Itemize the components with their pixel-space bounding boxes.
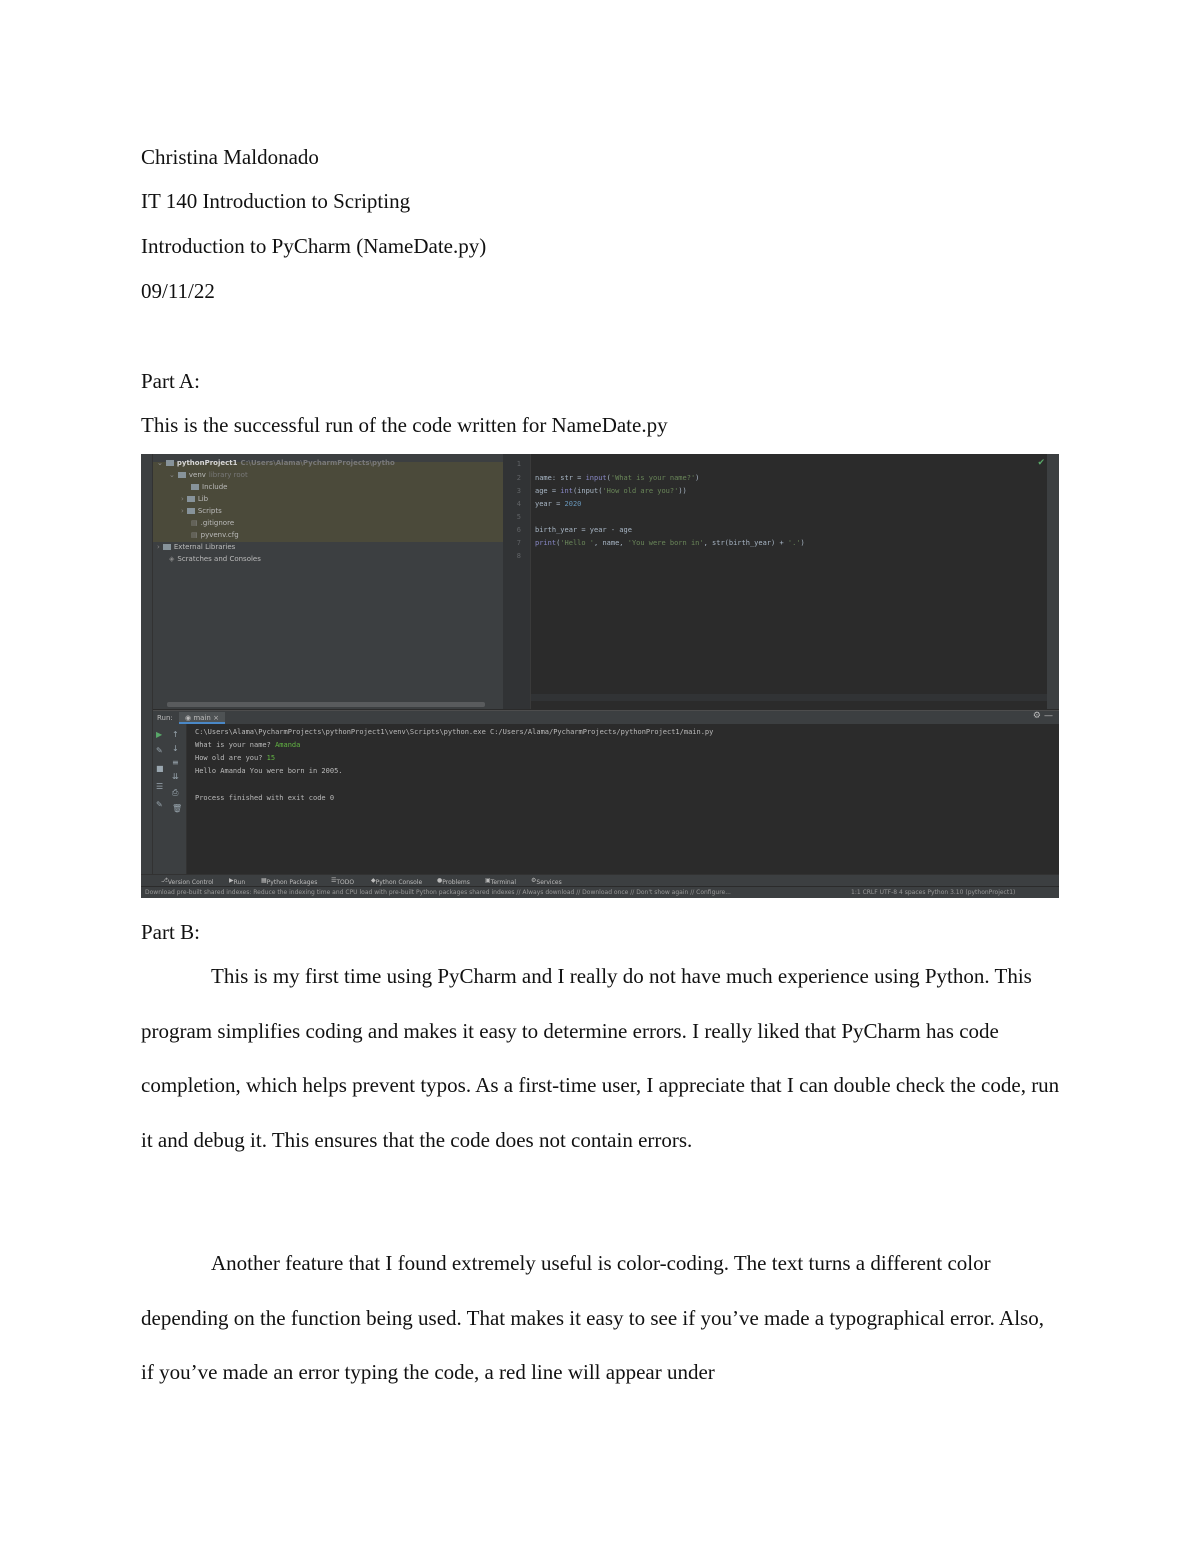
console-line: How old are you? 15 <box>195 754 276 762</box>
tab-todo[interactable]: ☰ TODO <box>331 877 355 886</box>
scratches-icon: ◈ <box>169 555 175 563</box>
pin-icon[interactable]: ✎ <box>156 800 163 809</box>
paragraph-1: This is my first time using PyCharm and I really do not have much experience using Python. This program simplifies coding and makes it easy to determine errors. I really liked that PyCharm has code completion, which helps prevent typos. As a first-time user, I appreciate that I can double check the code, run it and debug it. This ensures that the code does not contain errors. <box>141 964 1060 1152</box>
document-date: 09/11/22 <box>141 279 215 303</box>
folder-icon <box>191 484 199 490</box>
line-number: 2 <box>516 474 521 482</box>
tree-item-gitignore: ▤ .gitignore <box>191 519 235 527</box>
trash-icon[interactable]: 🗑 <box>172 804 183 813</box>
project-scrollbar[interactable] <box>167 702 485 707</box>
rerun-icon[interactable]: ▶ <box>156 730 163 739</box>
file-icon: ▤ <box>191 531 198 539</box>
author-name: Christina Maldonado <box>141 145 319 169</box>
tab-version-control[interactable]: ⎇ Version Control <box>161 877 214 886</box>
layout-icon[interactable]: ☰ <box>156 782 164 791</box>
folder-icon <box>178 472 186 478</box>
tab-services[interactable]: ⚙ Services <box>531 877 562 886</box>
down-arrow-icon[interactable]: ↓ <box>172 744 179 753</box>
run-tool-header <box>153 710 1059 724</box>
tab-python-console[interactable]: ◆ Python Console <box>371 877 423 886</box>
minimize-icon[interactable]: — <box>1044 711 1053 721</box>
file-icon: ▤ <box>191 519 198 527</box>
tree-item-scripts: › Scripts <box>181 507 222 515</box>
tab-run[interactable]: ▶ Run <box>229 877 246 886</box>
tool-window-strip <box>141 454 153 874</box>
part-a-caption: This is the successful run of the code written for NameDate.py <box>141 413 668 437</box>
up-arrow-icon[interactable]: ↑ <box>172 730 179 739</box>
assignment-title: Introduction to PyCharm (NameDate.py) <box>141 234 487 258</box>
gear-icon[interactable]: ⚙ <box>1032 711 1041 721</box>
folder-icon <box>187 508 195 514</box>
console-output: Hello Amanda You were born in 2005. <box>195 767 343 775</box>
line-number: 8 <box>516 552 521 560</box>
code-line: print('Hello ', name, 'You were born in', str(birth_year) + '.') <box>535 539 805 547</box>
tab-python-packages[interactable]: ▦ Python Packages <box>261 877 318 886</box>
project-panel <box>153 454 503 709</box>
line-number: 1 <box>516 460 521 468</box>
status-bar <box>141 886 1059 898</box>
line-number: 7 <box>516 539 521 547</box>
right-tool-strip <box>1047 454 1059 709</box>
course-title: IT 140 Introduction to Scripting <box>141 189 411 213</box>
pycharm-screenshot <box>141 454 1059 898</box>
paragraph-2: Another feature that I found extremely useful is color-coding. The text turns a different color depending on the function being used. That makes it easy to see if you’ve made a typographical error. Also, if you’ve made an error typing the code, a red line will appear under <box>141 1251 1044 1384</box>
code-line: name: str = input('What is your name?') <box>535 474 700 482</box>
line-number: 4 <box>516 500 521 508</box>
part-a-heading: Part A: <box>141 369 200 393</box>
tab-terminal[interactable]: ▣ Terminal <box>485 877 517 886</box>
stop-icon[interactable]: ■ <box>156 764 164 773</box>
line-number: 3 <box>516 487 521 495</box>
tab-problems[interactable]: ● Problems <box>437 877 470 886</box>
tree-item-external-libraries: › External Libraries <box>157 543 236 551</box>
status-right[interactable]: 1:1 CRLF UTF-8 4 spaces Python 3.10 (pythonProject1) <box>847 889 1015 896</box>
python-icon: ◉ <box>185 714 194 722</box>
soft-wrap-icon[interactable]: ≡ <box>172 758 179 767</box>
tree-root: ⌄ pythonProject1 C:\Users\Alama\PycharmProjects\pytho <box>157 459 395 467</box>
tree-item-scratches: ◈ Scratches and Consoles <box>169 555 261 563</box>
tree-item-pyvenv: ▤ pyvenv.cfg <box>191 531 239 539</box>
code-line: year = 2020 <box>535 500 582 508</box>
code-line: birth_year = year - age <box>535 526 632 534</box>
status-message[interactable]: Download pre-built shared indexes: Reduce the indexing time and CPU load with pre-built Python packages shared indexes // Always download // Download once // Don't show again // Configure... <box>145 889 731 896</box>
tree-item-lib: › Lib <box>181 495 209 503</box>
run-config-tab[interactable]: ◉ main × <box>179 712 225 724</box>
run-console[interactable] <box>187 724 1059 874</box>
wrench-icon[interactable]: ✎ <box>156 746 163 755</box>
run-tab-label: Run: <box>157 714 173 722</box>
folder-icon <box>187 496 195 502</box>
code-editor[interactable] <box>531 454 1059 709</box>
tree-item-include: Include <box>191 482 227 493</box>
line-number: 5 <box>516 513 521 521</box>
console-exit: Process finished with exit code 0 <box>195 794 335 802</box>
line-number: 6 <box>516 526 521 534</box>
console-command: C:\Users\Alama\PycharmProjects\pythonProject1\venv\Scripts\python.exe C:/Users/Alama/PycharmProjects/pythonProject1/main.py <box>195 728 714 736</box>
inspection-ok-icon[interactable]: ✔ <box>1037 458 1045 468</box>
scroll-end-icon[interactable]: ⇊ <box>172 772 179 781</box>
print-icon[interactable]: ⎙ <box>172 788 179 797</box>
bottom-tool-bar <box>141 874 1059 886</box>
part-b-heading: Part B: <box>141 920 200 944</box>
run-toolbar-primary <box>153 724 169 874</box>
library-icon <box>163 544 171 550</box>
folder-icon <box>166 460 174 466</box>
console-line: What is your name? Amanda <box>195 741 301 749</box>
run-toolbar-secondary <box>169 724 187 874</box>
code-line: age = int(input('How old are you?')) <box>535 487 687 495</box>
tree-item-venv: ⌄ venv library root <box>169 471 248 479</box>
editor-scrollbar[interactable] <box>531 694 1059 701</box>
line-number-gutter <box>503 454 531 709</box>
